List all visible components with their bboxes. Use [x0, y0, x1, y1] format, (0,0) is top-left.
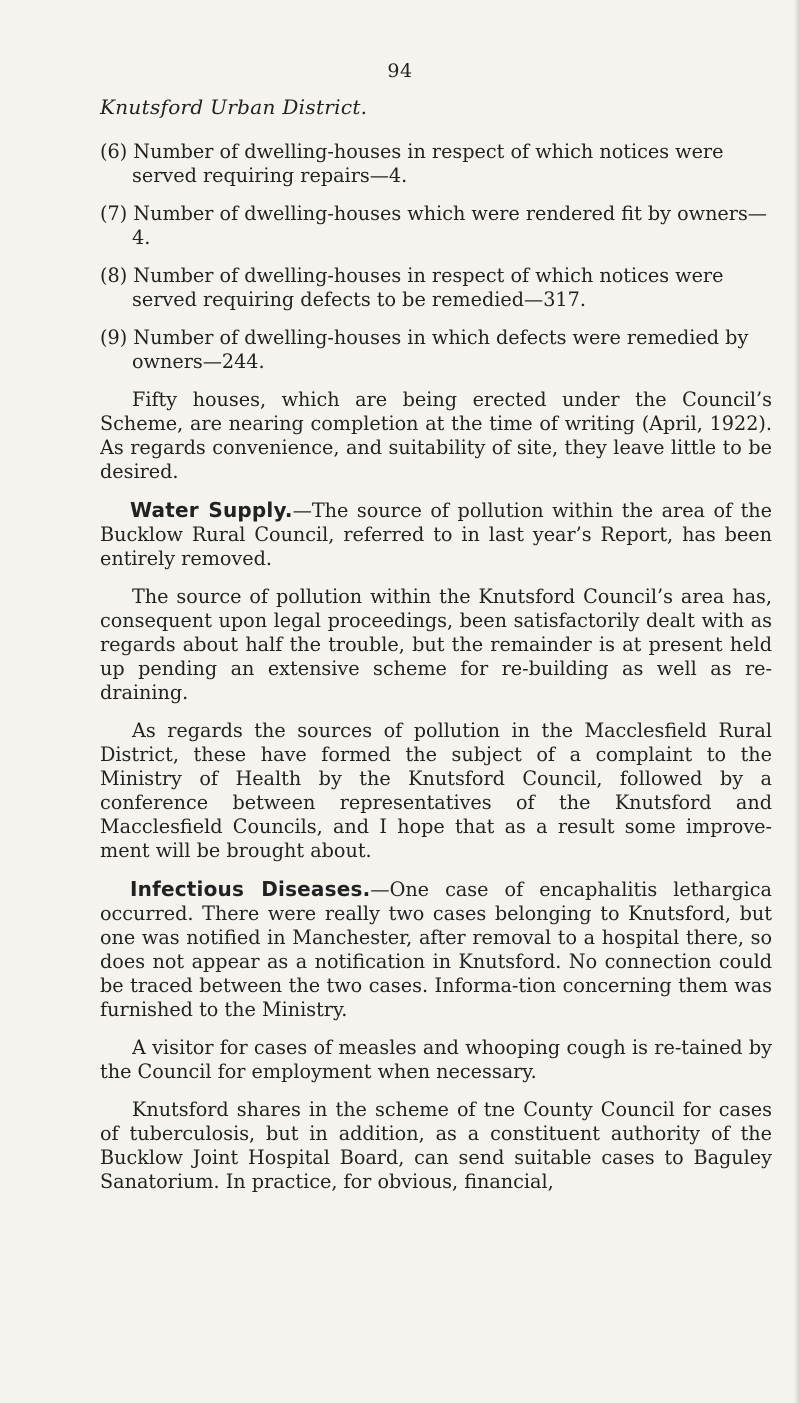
list-item: [100, 326, 772, 374]
item-number: (7): [100, 202, 128, 225]
page-edge-shadow: [794, 0, 800, 1403]
infectious-diseases-text: —One case of encaphalitis lethargica occurred. There were really two cases belonging to Knutsford, but one was notified in Manchester, after removal to a hospital there, so does not appear as a notification in Knutsford. No connection could be traced between the two cases. Informa-tion concerning them was furnished to the Ministry.: [100, 878, 772, 1021]
infectious-diseases-paragraph: [100, 877, 772, 1022]
page-body: [100, 140, 772, 1208]
list-item: [100, 140, 772, 188]
water-supply-text: —The source of pollution within the area of the Bucklow Rural Council, referred to in last year’s Report, has been entirely removed.: [100, 499, 772, 570]
water-paragraph-3: As regards the sources of pollution in the Macclesfield Rural District, these have formed the subject of a complaint to the Ministry of Health by the Knutsford Council, followed by a conference between representatives of the Knutsford and Macclesfield Councils, and I hope that as a result some improve-ment will be brought about.: [100, 719, 772, 862]
housing-paragraph: Fifty houses, which are being erected under the Council’s Scheme, are nearing completion at the time of writing (April, 1922). As regards convenience, and suitability of site, they leave little to be desired.: [100, 388, 772, 483]
water-paragraph-2: The source of pollution within the Knutsford Council’s area has, consequent upon legal proceedings, been satisfactorily dealt with as regards about half the trouble, but the remainder is at present held up pending an extensive scheme for re-building as well as re-draining.: [100, 585, 772, 704]
running-head: Knutsford Urban District.: [100, 95, 368, 119]
water-supply-paragraph: [100, 498, 772, 571]
section-heading-infectious-diseases: Infectious Diseases.: [130, 877, 371, 901]
infectious-paragraph-2: A visitor for cases of measles and whooping cough is re-tained by the Council for employment when necessary.: [100, 1036, 772, 1083]
section-heading-water-supply: Water Supply.: [130, 498, 293, 522]
infectious-paragraph-3: Knutsford shares in the scheme of tne County Council for cases of tuberculosis, but in addition, as a constituent authority of the Bucklow Joint Hospital Board, can send suitable cases to Baguley Sanatorium. In practice, for obvious, financial,: [100, 1098, 772, 1193]
list-item: [100, 264, 772, 312]
item-text: Number of dwelling-houses which were rendered fit by owners—4.: [132, 202, 767, 249]
page-number: 94: [387, 60, 413, 82]
list-item: [100, 202, 772, 250]
item-number: (9): [100, 326, 128, 349]
item-text: Number of dwelling-houses in respect of which notices were served requiring repairs—4.: [132, 140, 724, 187]
item-number: (8): [100, 264, 128, 287]
item-number: (6): [100, 140, 128, 163]
item-text: Number of dwelling-houses in which defects were remedied by owners—244.: [132, 326, 749, 373]
item-text: Number of dwelling-houses in respect of which notices were served requiring defects to be remedied—317.: [132, 264, 724, 311]
